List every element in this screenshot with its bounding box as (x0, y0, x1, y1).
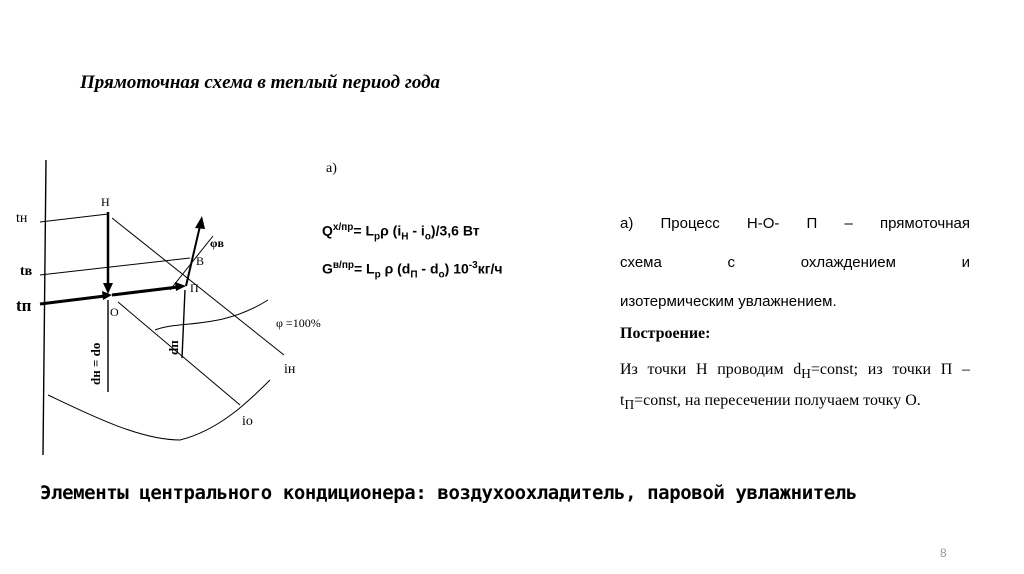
description-line-3: изотермическим увлажнением. (620, 293, 837, 310)
arrow-head-P (175, 282, 186, 291)
label-tH: tн (16, 211, 28, 226)
label-point-B: В (196, 254, 205, 268)
isotherm-tH (40, 214, 108, 222)
label-tP: tп (16, 296, 32, 315)
description-line-2: схема с охлаждением и (620, 254, 970, 271)
page-number: 8 (940, 546, 947, 560)
saturation-curve-upper (155, 300, 268, 330)
isotherm-tB (40, 258, 190, 275)
construction-text: Из точки Н проводим $d_Н=const$; из точки $П - t_П=const$, на пересечении получаем точку О. (620, 361, 970, 413)
slide-title: Прямоточная схема в теплый период года (80, 72, 441, 93)
isotherm-tP-arrow (40, 296, 105, 304)
process-description (620, 204, 970, 321)
label-tB: tв (20, 264, 33, 279)
label-point-P: П (190, 281, 199, 295)
process-diagram (0, 150, 340, 470)
label-iO: iо (242, 414, 253, 429)
label-phiB: φв (210, 236, 224, 250)
label-iH: iн (284, 362, 296, 377)
arrow-head-B (195, 216, 205, 229)
formula-g: $G^{в/пр}= L_р$ ρ $(d_П - d_о)$ $10^{-3}кг/ч$ (322, 260, 503, 281)
label-point-H: Н (101, 195, 110, 209)
label-point-O: О (110, 305, 119, 319)
conditioner-elements-text: Элементы центрального кондиционера: воздухоохладитель, паровой увлажнитель (40, 482, 857, 504)
label-dH-eq-dO: dн = dо (88, 342, 103, 385)
label-phi100: φ =100% (276, 316, 321, 330)
construction-title: Построение: (620, 325, 711, 342)
saturation-curve (48, 380, 270, 440)
formula-label-a: а) (326, 161, 337, 176)
process-O-P (112, 287, 178, 295)
description-line-1: а) Процесс Н-О- П – прямоточная (620, 215, 970, 232)
label-dP: dп (166, 340, 181, 355)
formula-q: $Q^{х/пр}= L_р\rho$ $(i_Н - i_о)/3,6$ Вт (322, 222, 480, 243)
vertical-axis (43, 160, 46, 455)
arrow-head-tP (102, 291, 112, 300)
